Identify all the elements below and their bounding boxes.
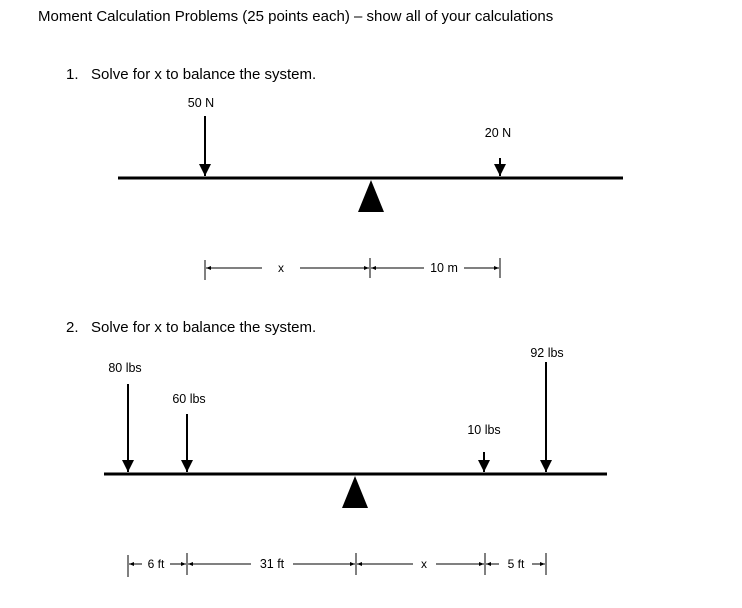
force-label-20n: 20 N xyxy=(484,126,512,140)
force-label-80lbs: 80 lbs xyxy=(108,361,142,375)
problem-2-prompt: Solve for x to balance the system. xyxy=(91,319,317,336)
problem-1-fulcrum xyxy=(358,180,384,212)
dimension-label-5ft: 5 ft xyxy=(507,557,525,571)
problem-1-diagram xyxy=(118,96,623,280)
dimension-label-x2: x xyxy=(421,557,427,571)
force-label-92lbs: 92 lbs xyxy=(530,346,564,360)
problem-1-number: 1. xyxy=(66,66,79,83)
page-title: Moment Calculation Problems (25 points each) – show all of your calculations xyxy=(38,8,554,25)
dimension-label-31ft: 31 ft xyxy=(259,557,285,571)
force-label-10lbs: 10 lbs xyxy=(467,423,501,437)
dimension-label-10m: 10 m xyxy=(430,261,458,275)
problem-1-prompt: Solve for x to balance the system. xyxy=(91,66,317,83)
dimension-label-x: x xyxy=(278,261,284,275)
problem-2-number: 2. xyxy=(66,319,79,336)
force-label-60lbs: 60 lbs xyxy=(172,392,206,406)
problem-2-fulcrum xyxy=(342,476,368,508)
problem-2-diagram xyxy=(104,346,607,577)
dimension-label-6ft: 6 ft xyxy=(147,557,165,571)
force-label-50n: 50 N xyxy=(187,96,215,110)
